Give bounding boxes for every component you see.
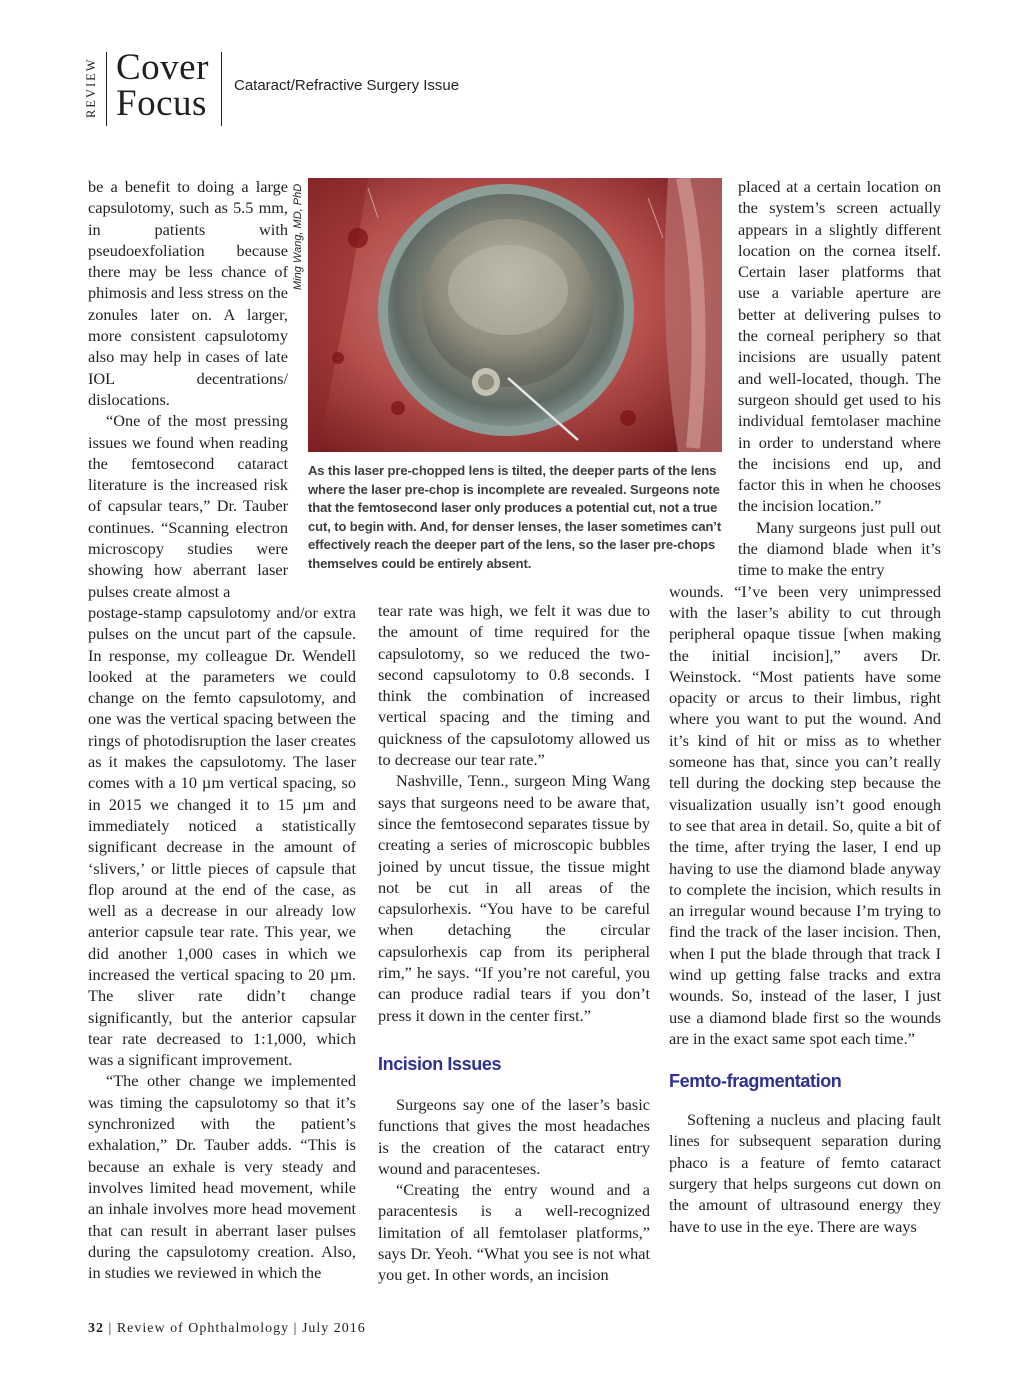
footer-separator: | [108, 1321, 113, 1336]
paragraph: “One of the most pressing issues we found when reading the femtosecond cataract literature is the increased risk of capsular tears,” Dr. Tauber continues. “Scanning electron microscopy studies were showing how aberrant laser pulses create almost a [88, 411, 288, 601]
photo-caption: As this laser pre-chopped lens is tilted, the deeper parts of the lens where the laser pre-chop is incomplete are revealed. Surgeons note that the femtosecond laser only produces a potential cut, not a true cut, to begin with. And, for denser lenses, the laser sometimes can’t effectively reach the deeper part of the lens, so the laser pre-chops themselves could be entirely absent. [308, 463, 722, 571]
subheading: Incision Issues [378, 1053, 502, 1074]
section-title-line2: Focus [116, 83, 207, 124]
paragraph: “The other change we implemented was timing the capsulotomy so that it’s synchronized with the patient’s exhalation,” Dr. Tauber adds. “This is because an exhale is very steady and involves limited head movement, while an inhale involves more head movement that can result in aberrant laser pulses during the capsulotomy creation. Also, in studies we reviewed in which the [88, 1071, 356, 1283]
section-label: REVIEW [84, 57, 98, 119]
header-divider [221, 52, 222, 126]
paragraph: tear rate was high, we felt it was due to the amount of time required for the capsulotomy, so we reduced the two-second capsulotomy to 0.8 seconds. I think the combination of increased vertical spacing and the timing and quickness of the capsulotomy allowed us to decrease our tear rate.” [378, 601, 650, 770]
magazine-name: Review of Ophthalmology [116, 1321, 290, 1336]
eye-surgery-image [308, 178, 722, 452]
page-footer [88, 1321, 366, 1337]
paragraph: Softening a nucleus and placing fault lines for subsequent separation during phaco is a feature of femto cataract surgery that helps surgeons cut down on the amount of ultrasound energy they have to use in the eye. There are ways [669, 1110, 941, 1236]
issue-date: July 2016 [301, 1321, 366, 1336]
paragraph: wounds. “I’ve been very unimpressed with the laser’s ability to cut through peripheral opaque tissue [when making the initial incision],” avers Dr. Weinstock. “Most patients have some opacity or arcus to their limbus, right where you want to put the wound. And it’s kind of hit or miss as to whether someone has that, since you can’t really tell during the docking step because the visualization usually isn’t good enough to see that area in detail. So, quite a bit of the time, after trying the laser, I end up having to use the diamond blade anyway to complete the incision, which results in an irregular wound because I’m trying to find the track of the laser incision. Then, when I put the blade through that track I wind up getting false tracks and extra wounds. So, instead of the laser, I just use a diamond blade first so the wounds are in the exact same spot each time.” [669, 581, 941, 1048]
page-number: 32 [88, 1321, 104, 1336]
paragraph: placed at a certain location on the system’s screen actually appears in a slightly different location on the cornea itself. Certain laser platforms that use a variable aperture are better at delivering pulses to the corneal periphery so that incisions are usually patent and well-located, though. The surgeon should get used to his individual femtolaser machine in order to understand where the incisions end up, and factor this in when he chooses the incision location.” [738, 177, 941, 516]
paragraph: Surgeons say one of the laser’s basic functions that gives the most headaches is the creation of the cataract entry wound and paracenteses. [378, 1094, 650, 1178]
section-title [116, 47, 209, 124]
paragraph: “Creating the entry wound and a paracentesis is a well-recognized limitation of all femtolaser platforms,” says Dr. Yeoh. “What you see is not what you get. In other words, an incision [378, 1180, 650, 1285]
subheading: Femto-fragmentation [669, 1071, 842, 1092]
header-divider [106, 52, 107, 126]
paragraph: Nashville, Tenn., surgeon Ming Wang says that surgeons need to be aware that, since the femtosecond separates tissue by creating a series of microscopic bubbles joined by uncut tissue, the tissue might not be cut in all areas of the capsulorhexis. “You have to be careful when detaching the circular capsulorhexis cap from its peripheral rim,” he says. “If you’re not careful, you can produce radial tears if you don’t press it down in the center first.” [378, 771, 650, 1025]
footer-separator: | [293, 1321, 298, 1336]
column-3 [669, 176, 941, 1237]
paragraph: postage-stamp capsulotomy and/or extra pulses on the uncut part of the capsule. In response, my colleague Dr. Wendell looked at the parameters we could change on the femto capsulotomy, and one was the vertical spacing between the rings of photodisruption the laser creates as it makes the capsulotomy. The laser comes with a 10 µm vertical spacing, so in 2015 we changed it to 15 µm and immediately noticed a statistically significant decrease in the amount of ‘slivers,’ or little pieces of capsule that flop around at the end of the case, as well as a decrease in our already low anterior capsule tear rate. This year, we did another 1,000 cases in which we increased the vertical spacing to 20 µm. The sliver rate didn’t change significantly, but the anterior capsular tear rate decreased to 1:1,000, which was a significant improvement. [88, 602, 356, 1070]
photo-credit: Ming Wang, MD, PhD [292, 183, 304, 290]
paragraph: be a benefit to doing a large capsulotomy, such as 5.5 mm, in patients with pseudoexfoliation because there may be less chance of phimosis and less stress on the zonules later on. A larger, more consistent capsulotomy also may help in cases of late IOL decentrations/ dislocations. [88, 177, 288, 409]
eye-surgery-photo [308, 178, 722, 452]
section-title-line1: Cover [116, 47, 209, 88]
paragraph: Many surgeons just pull out the diamond blade when it’s time to make the entry [738, 517, 941, 580]
issue-label: Cataract/Refractive Surgery Issue [234, 77, 460, 94]
column-2 [378, 600, 650, 1286]
